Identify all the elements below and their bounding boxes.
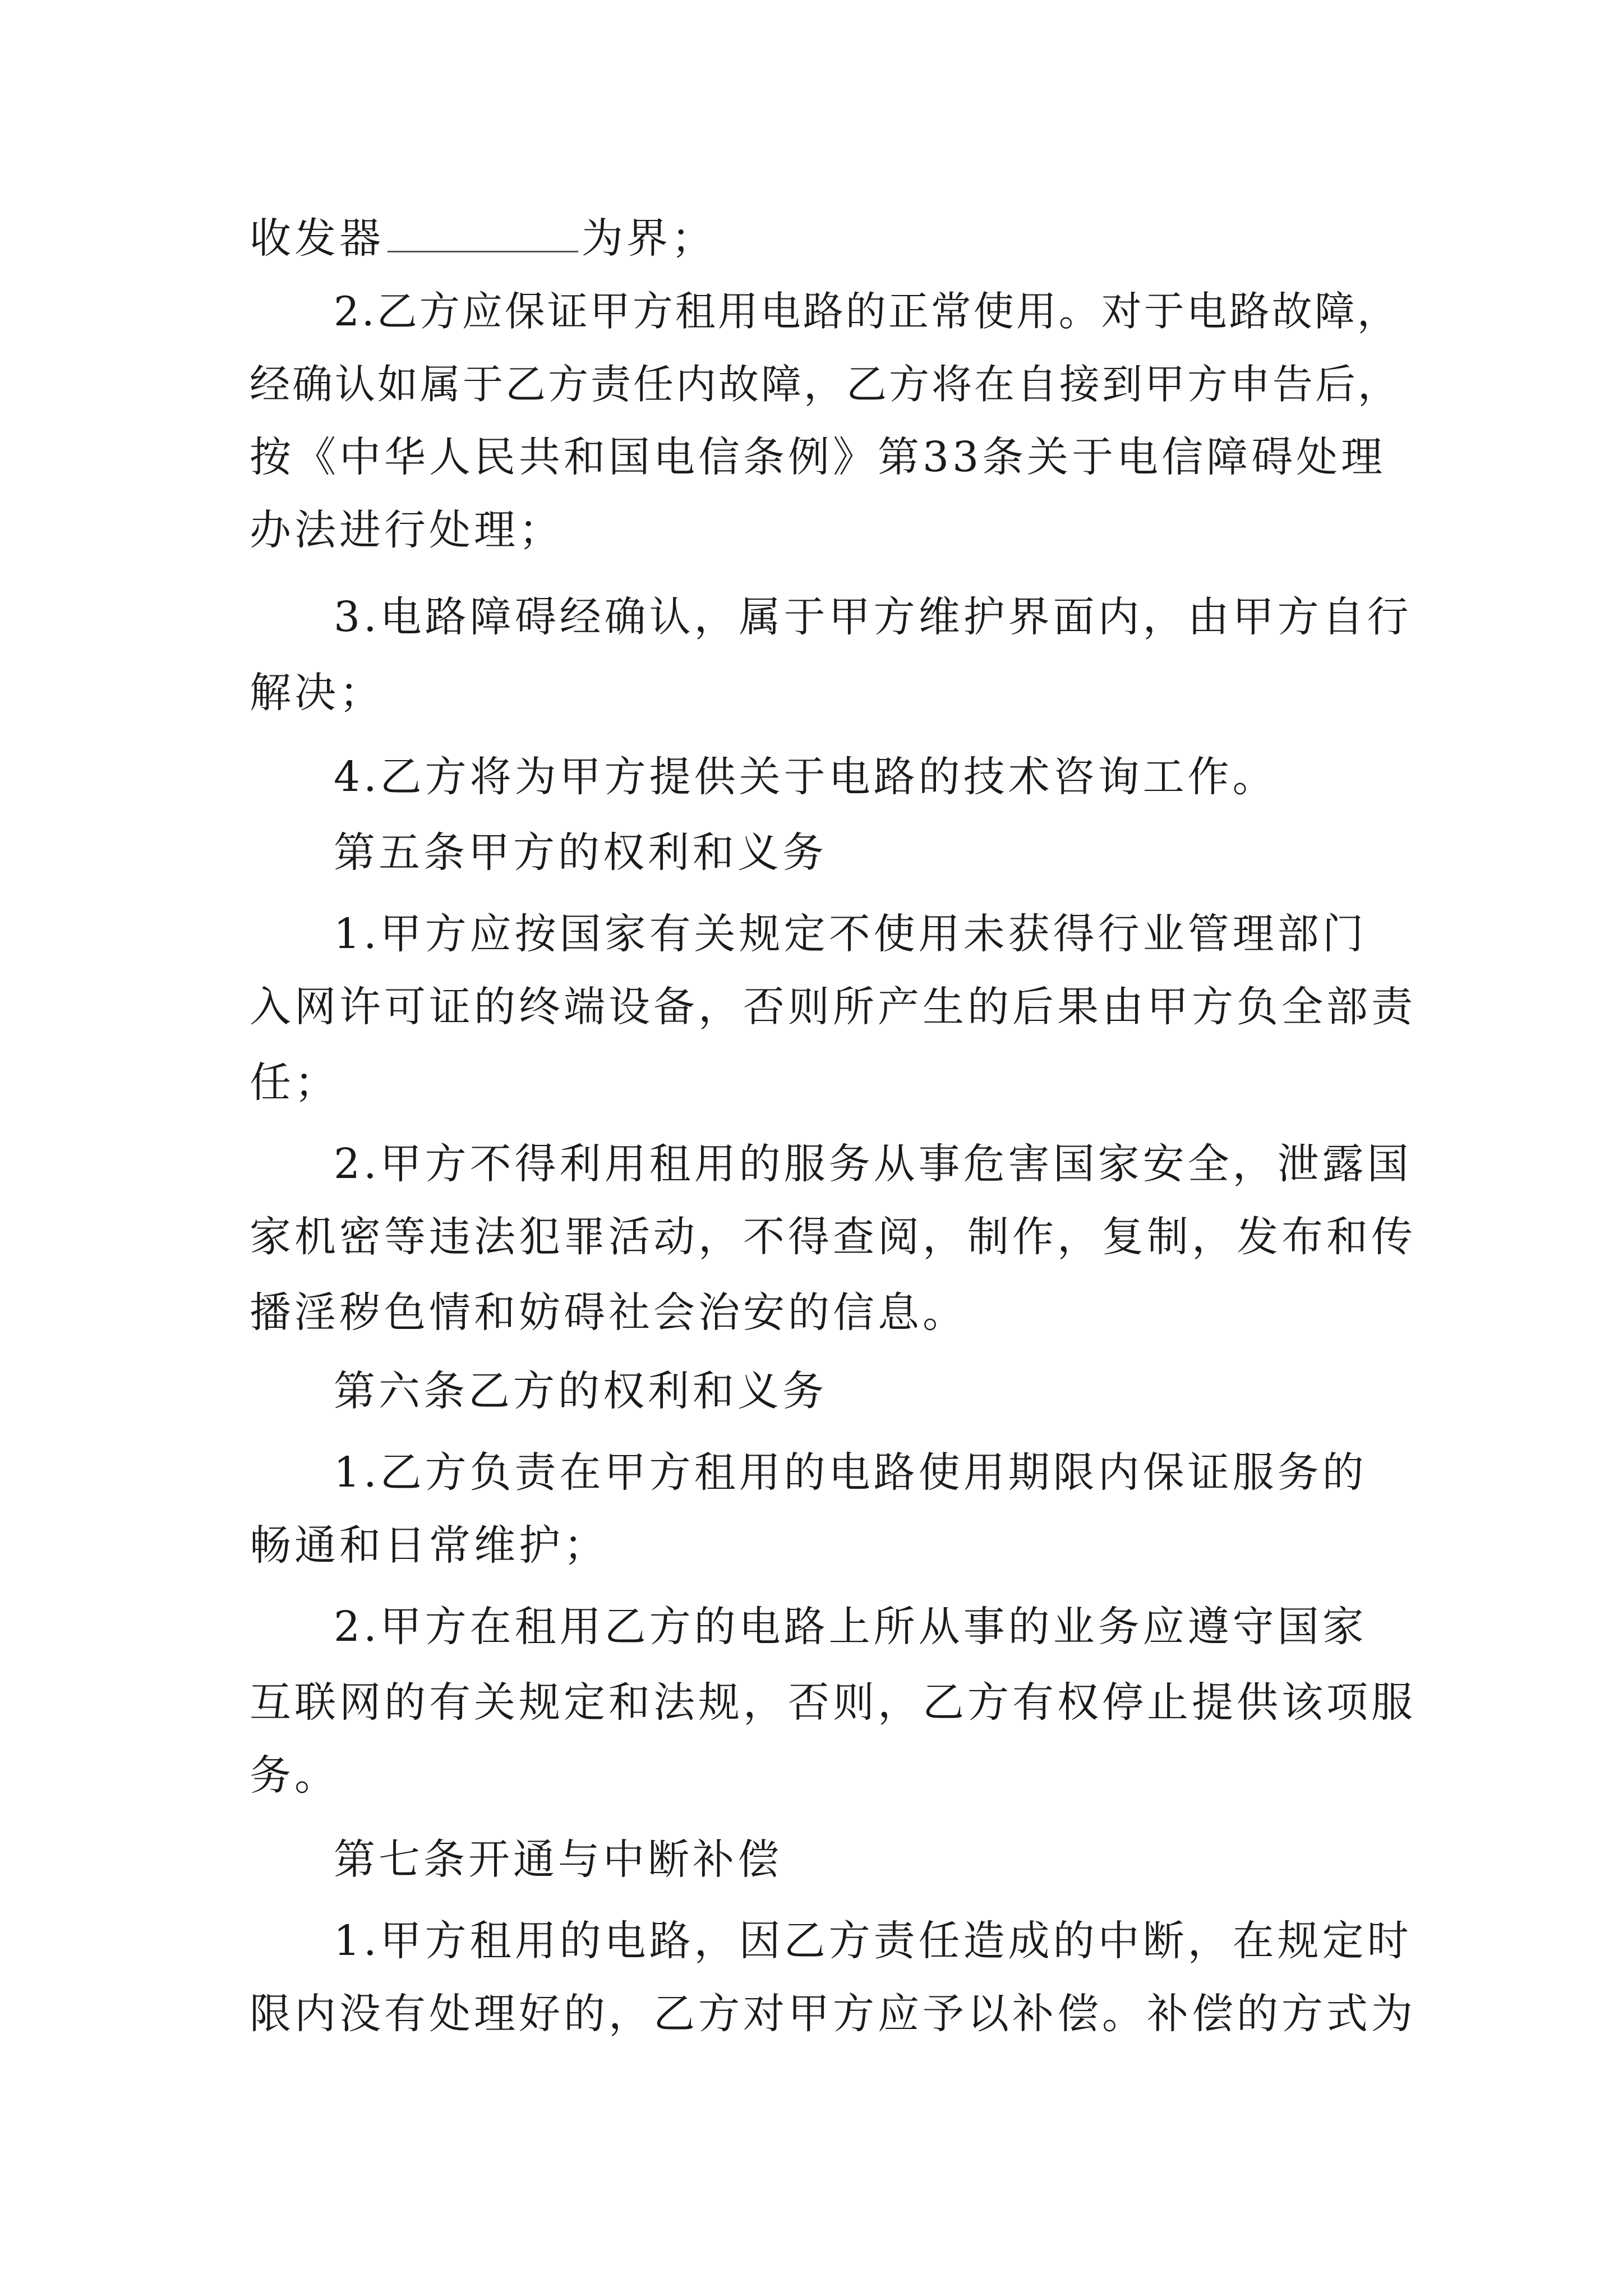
paragraph-line: 3.电路障碍经确认，属于甲方维护界面内，由甲方自行 <box>334 593 1412 641</box>
paragraph-line: 家机密等违法犯罪活动，不得查阅，制作，复制，发布和传 <box>250 1213 1416 1261</box>
paragraph-line: 互联网的有关规定和法规，否则，乙方有权停止提供该项服 <box>250 1678 1416 1727</box>
section-heading: 第六条乙方的权利和义务 <box>334 1367 827 1415</box>
paragraph-line: 入网许可证的终端设备，否则所产生的后果由甲方负全部责 <box>250 983 1416 1031</box>
text-line <box>250 210 716 266</box>
paragraph-line: 办法进行处理； <box>250 506 564 554</box>
paragraph-line: 1.甲方租用的电路，因乙方责任造成的中断，在规定时 <box>334 1917 1412 1965</box>
paragraph-line: 按《中华人民共和国电信条例》第33条关于电信障碍处理 <box>250 433 1386 481</box>
paragraph-line: 限内没有处理好的，乙方对甲方应予以补偿。补偿的方式为 <box>250 1990 1416 2038</box>
paragraph-line: 任； <box>250 1059 339 1107</box>
paragraph-line: 畅通和日常维护； <box>250 1521 608 1570</box>
paragraph-line: 2.乙方应保证甲方租用电路的正常使用。对于电路故障， <box>334 288 1400 335</box>
paragraph-line: 2.甲方不得利用租用的服务从事危害国家安全，泄露国 <box>334 1140 1412 1188</box>
paragraph-line: 4.乙方将为甲方提供关于电路的技术咨询工作。 <box>334 753 1278 801</box>
paragraph-line: 经确认如属于乙方责任内故障，乙方将在自接到甲方申告后， <box>250 361 1401 408</box>
paragraph-line: 1.乙方负责在甲方租用的电路使用期限内保证服务的 <box>334 1448 1367 1497</box>
line-suffix: 为界； <box>582 214 716 263</box>
paragraph-line: 1.甲方应按国家有关规定不使用未获得行业管理部门 <box>334 910 1367 958</box>
fill-in-blank[interactable] <box>388 217 578 252</box>
section-heading: 第七条开通与中断补偿 <box>334 1835 782 1884</box>
paragraph-line: 2.甲方在租用乙方的电路上所从事的业务应遵守国家 <box>334 1603 1367 1651</box>
section-heading: 第五条甲方的权利和义务 <box>334 829 827 877</box>
line-prefix: 收发器 <box>250 214 384 263</box>
paragraph-line: 播淫秽色情和妨碍社会治安的信息。 <box>250 1289 967 1337</box>
paragraph-line: 务。 <box>250 1751 339 1800</box>
paragraph-line: 解决； <box>250 669 384 717</box>
